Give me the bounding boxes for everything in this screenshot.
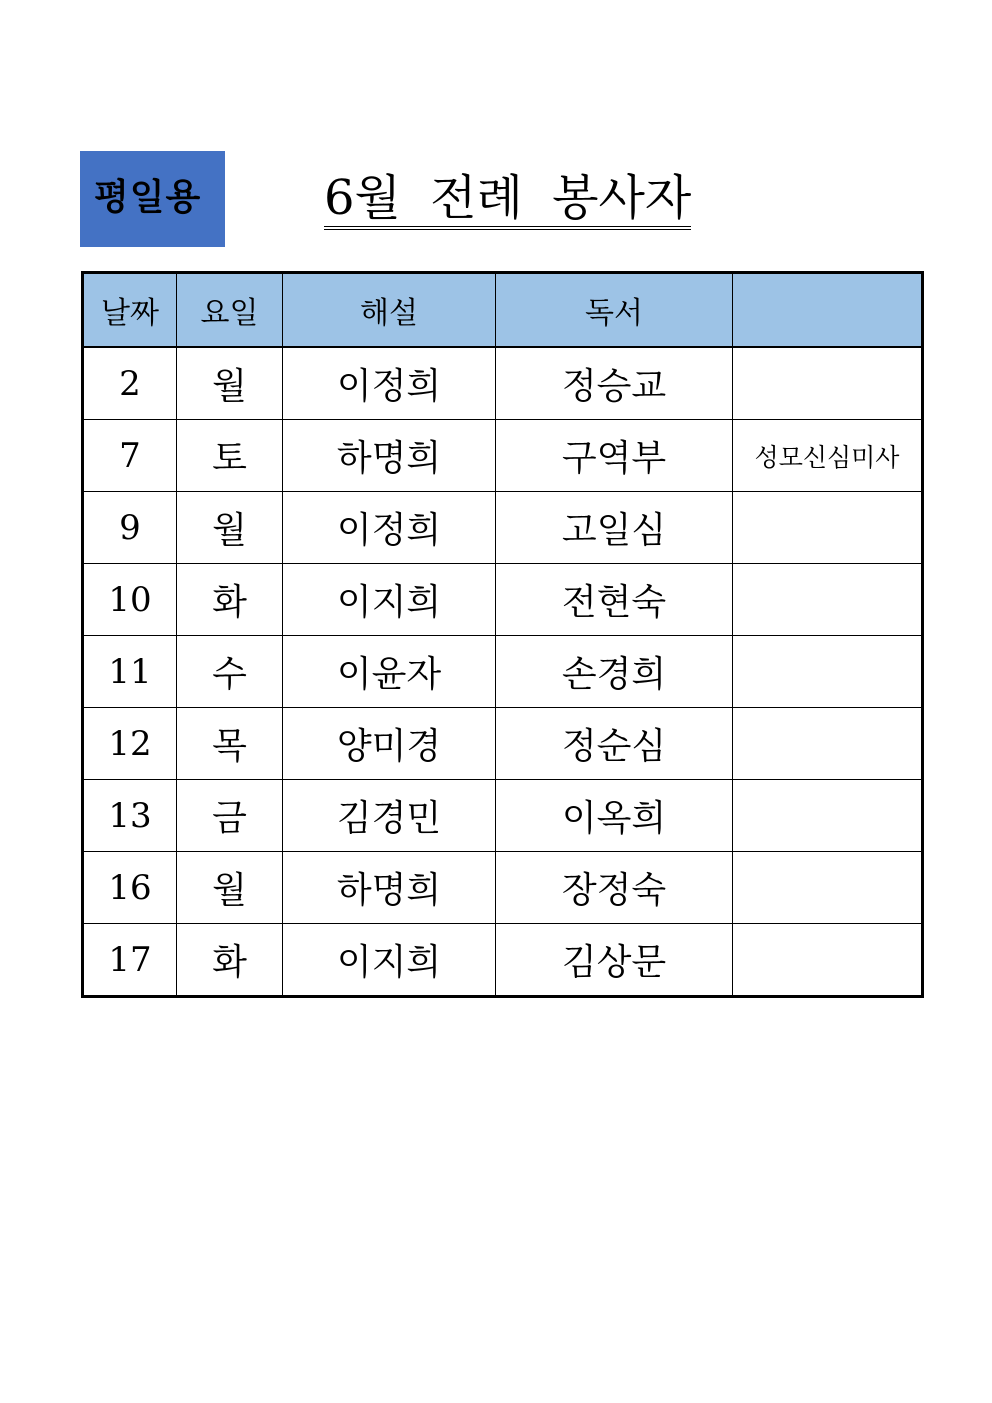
cell-commentator: 하명희 <box>283 420 496 492</box>
table-row <box>83 492 923 564</box>
cell-date: 2 <box>83 347 177 420</box>
cell-date: 13 <box>83 780 177 852</box>
cell-commentator: 이지희 <box>283 564 496 636</box>
cell-date: 11 <box>83 636 177 708</box>
page-title: 6월 전례 봉사자 <box>324 170 691 230</box>
cell-commentator: 이정희 <box>283 347 496 420</box>
cell-day: 화 <box>177 924 283 997</box>
table-row <box>83 780 923 852</box>
cell-reader: 장정숙 <box>496 852 733 924</box>
cell-note <box>733 636 923 708</box>
cell-note <box>733 347 923 420</box>
cell-date: 10 <box>83 564 177 636</box>
cell-date: 17 <box>83 924 177 997</box>
cell-reader: 전현숙 <box>496 564 733 636</box>
cell-reader: 구역부 <box>496 420 733 492</box>
liturgy-schedule-table <box>81 271 924 998</box>
cell-date: 9 <box>83 492 177 564</box>
cell-day: 월 <box>177 852 283 924</box>
table-header-row <box>83 273 923 348</box>
header-commentator: 해설 <box>283 273 496 348</box>
header-reader: 독서 <box>496 273 733 348</box>
cell-date: 16 <box>83 852 177 924</box>
cell-commentator: 이지희 <box>283 924 496 997</box>
table-row <box>83 636 923 708</box>
cell-date: 12 <box>83 708 177 780</box>
cell-reader: 고일심 <box>496 492 733 564</box>
schedule-type-badge: 평일용 <box>80 151 225 247</box>
cell-commentator: 이윤자 <box>283 636 496 708</box>
header-note <box>733 273 923 348</box>
table-row <box>83 708 923 780</box>
cell-commentator: 이정희 <box>283 492 496 564</box>
cell-day: 토 <box>177 420 283 492</box>
table-row <box>83 420 923 492</box>
cell-day: 화 <box>177 564 283 636</box>
cell-note: 성모신심미사 <box>733 420 923 492</box>
cell-reader: 김상문 <box>496 924 733 997</box>
cell-reader: 이옥희 <box>496 780 733 852</box>
cell-note <box>733 852 923 924</box>
cell-note <box>733 924 923 997</box>
cell-commentator: 하명희 <box>283 852 496 924</box>
cell-reader: 정순심 <box>496 708 733 780</box>
cell-note <box>733 564 923 636</box>
table-row <box>83 564 923 636</box>
cell-day: 금 <box>177 780 283 852</box>
cell-note <box>733 708 923 780</box>
cell-note <box>733 492 923 564</box>
cell-note <box>733 780 923 852</box>
table-row <box>83 852 923 924</box>
cell-date: 7 <box>83 420 177 492</box>
cell-commentator: 김경민 <box>283 780 496 852</box>
cell-reader: 손경희 <box>496 636 733 708</box>
table-row <box>83 924 923 997</box>
cell-day: 월 <box>177 347 283 420</box>
table-row <box>83 347 923 420</box>
header-day: 요일 <box>177 273 283 348</box>
cell-day: 목 <box>177 708 283 780</box>
cell-commentator: 양미경 <box>283 708 496 780</box>
cell-reader: 정승교 <box>496 347 733 420</box>
cell-day: 월 <box>177 492 283 564</box>
cell-day: 수 <box>177 636 283 708</box>
header-date: 날짜 <box>83 273 177 348</box>
